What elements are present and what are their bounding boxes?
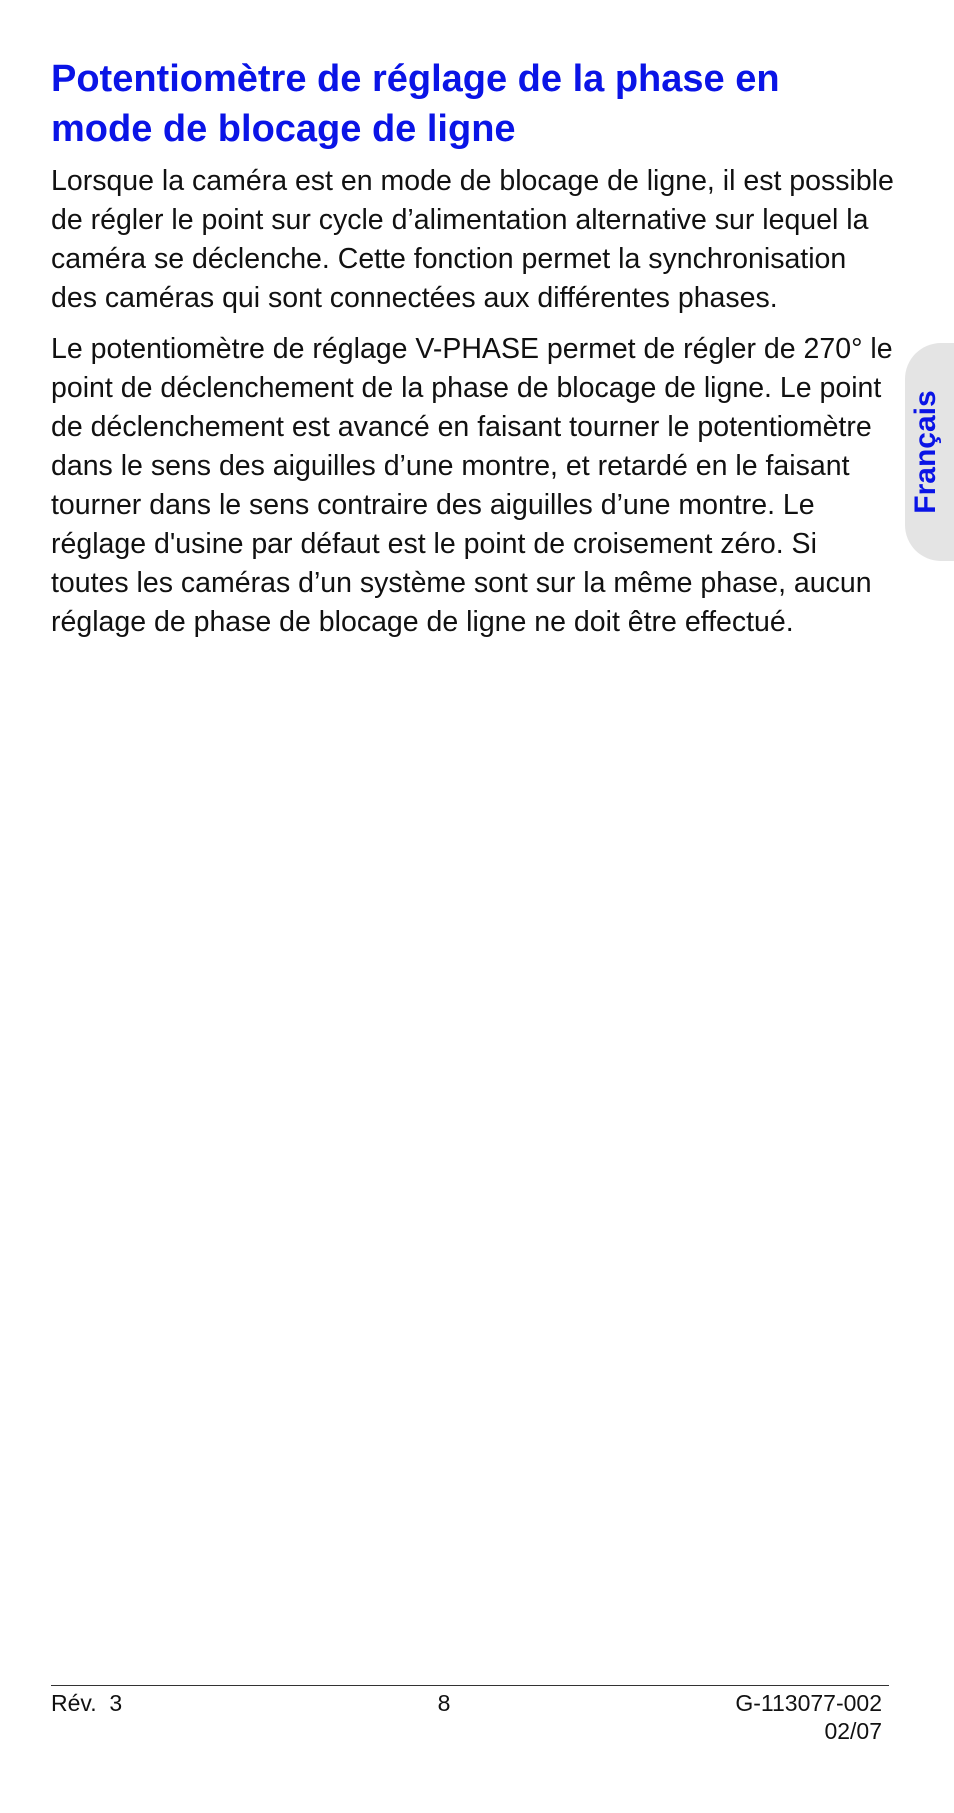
footer-revision: Rév. 3 <box>51 1690 123 1716</box>
page-number: 8 <box>437 1690 451 1716</box>
document-date: 02/07 <box>824 1718 882 1744</box>
paragraph: Le potentiomètre de réglage V-PHASE permet de régler de 270° le point de déclenchement de la phase de blocage de ligne. Le point de déclenchement est avancé en faisant tourner le potentiomètre dans le sens des aiguilles d’une montre, et retardé en le faisant tourner dans le sens contraire des aiguilles d’une montre. Le réglage d'usine par défaut est le point de croisement zéro. Si toutes les caméras d’un système sont sur la même phase, aucun réglage de phase de blocage de ligne ne doit être effectué. <box>51 333 893 638</box>
body-text <box>51 162 896 654</box>
document-number: G-113077-002 <box>735 1690 882 1716</box>
footer-document-info <box>735 1689 882 1745</box>
paragraph: Lorsque la caméra est en mode de blocage de ligne, il est possible de régler le point sur cycle d’alimentation alternative sur lequel la caméra se déclenche. Cette fonction permet la synchronisation des caméras qui sont connectées aux différentes phases. <box>51 165 894 314</box>
page-title: Potentiomètre de réglage de la phase en mode de blocage de ligne <box>51 58 780 150</box>
footer-divider <box>51 1685 889 1686</box>
language-tab-label: Français <box>909 390 942 514</box>
